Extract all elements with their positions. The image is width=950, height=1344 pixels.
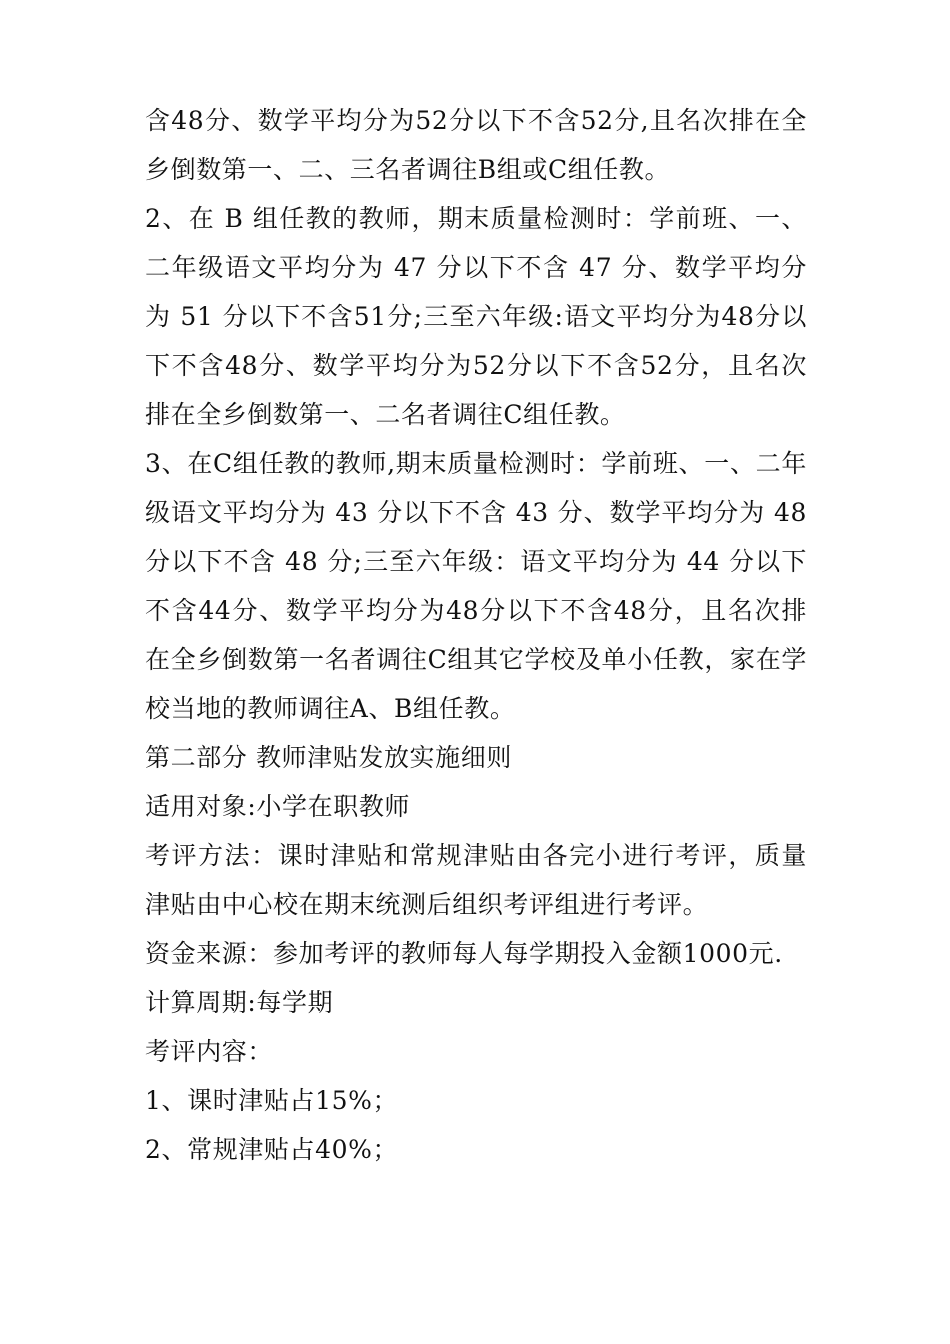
list-item-routine-allowance: 2、常规津贴占40%； (145, 1135, 399, 1164)
paragraph-group-c-rule: 3、在C组任教的教师,期末质量检测时：学前班、一、二年级语文平均分为 43 分以下不含 43 分、数学平均分为 48 分以下不含 48 分;三至六年级：语文平均分为 44 分以下不含44分、数学平均分为48分以下不含48分，且名次排在全乡倒数第一名者调往C组其它学校及单小任教，家在学校当地的教师调往A、B组任教。 (145, 449, 807, 723)
paragraph-evaluation-content: 考评内容： (145, 1037, 274, 1066)
paragraph-funding-source: 资金来源：参加考评的教师每人每学期投入金额1000元. (145, 939, 783, 968)
paragraph-group-a-rule-continued: 含48分、数学平均分为52分以下不含52分,且名次排在全乡倒数第一、二、三名者调往B组或C组任教。 (145, 106, 807, 184)
paragraph-applicable-target: 适用对象:小学在职教师 (145, 792, 411, 821)
list-item-class-hour-allowance: 1、课时津贴占15%； (145, 1086, 399, 1115)
paragraph-group-b-rule: 2、在 B 组任教的教师，期末质量检测时：学前班、一、二年级语文平均分为 47 分以下不含 47 分、数学平均分为 51 分以下不含51分;三至六年级:语文平均分为48分以下不含48分、数学平均分为52分以下不含52分，且名次排在全乡倒数第一、二名者调往C组任教。 (145, 204, 807, 429)
document-body (145, 96, 807, 1174)
paragraph-evaluation-method: 考评方法：课时津贴和常规津贴由各完小进行考评，质量津贴由中心校在期末统测后组织考评组进行考评。 (145, 841, 807, 919)
section-heading-part-two: 第二部分 教师津贴发放实施细则 (145, 743, 512, 772)
paragraph-calculation-period: 计算周期:每学期 (145, 988, 334, 1017)
